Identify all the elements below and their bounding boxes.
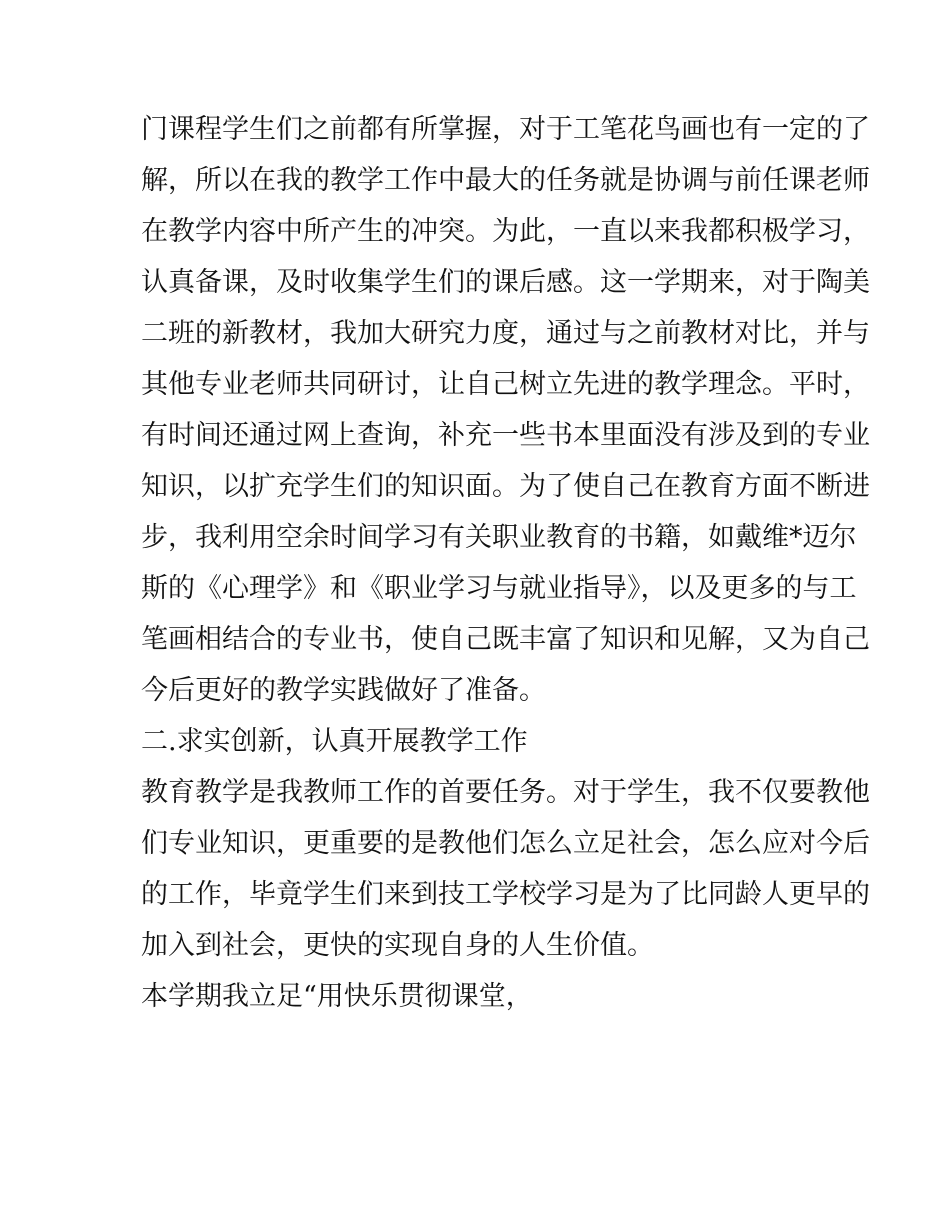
text-line: 二班的新教材，我加大研究力度，通过与之前教材对比，并与 bbox=[141, 318, 870, 349]
text-line: 加入到社会，更快的实现自身的人生价值。 bbox=[141, 930, 654, 961]
text-line: 认真备课，及时收集学生们的课后感。这一学期来，对于陶美 bbox=[141, 267, 870, 298]
text-line: 门课程学生们之前都有所掌握，对于工笔花鸟画也有一定的了 bbox=[141, 114, 870, 145]
section-heading: 二.求实创新，认真开展教学工作 bbox=[141, 726, 528, 757]
text-line: 今后更好的教学实践做好了准备。 bbox=[141, 675, 546, 706]
text-line: 斯的《心理学》和《职业学习与就业指导》，以及更多的与工 bbox=[141, 573, 857, 604]
text-line: 的工作，毕竟学生们来到技工学校学习是为了比同龄人更早的 bbox=[141, 879, 870, 910]
text-line: 在教学内容中所产生的冲突。为此，一直以来我都积极学习， bbox=[141, 216, 870, 247]
text-line: 们专业知识，更重要的是教他们怎么立足社会，怎么应对今后 bbox=[141, 828, 870, 859]
text-line: 知识，以扩充学生们的知识面。为了使自己在教育方面不断进 bbox=[141, 471, 870, 502]
text-line: 解，所以在我的教学工作中最大的任务就是协调与前任课老师 bbox=[141, 165, 870, 196]
body-text bbox=[141, 104, 870, 1022]
text-line: 教育教学是我教师工作的首要任务。对于学生，我不仅要教他 bbox=[141, 777, 870, 808]
text-line: 本学期我立足“用快乐贯彻课堂， bbox=[141, 981, 533, 1012]
text-line: 其他专业老师共同研讨，让自己树立先进的教学理念。平时， bbox=[141, 369, 870, 400]
text-line: 有时间还通过网上查询，补充一些书本里面没有涉及到的专业 bbox=[141, 420, 870, 451]
text-line: 步，我利用空余时间学习有关职业教育的书籍，如戴维*迈尔 bbox=[141, 522, 857, 553]
text-line: 笔画相结合的专业书，使自己既丰富了知识和见解，又为自己 bbox=[141, 624, 870, 655]
